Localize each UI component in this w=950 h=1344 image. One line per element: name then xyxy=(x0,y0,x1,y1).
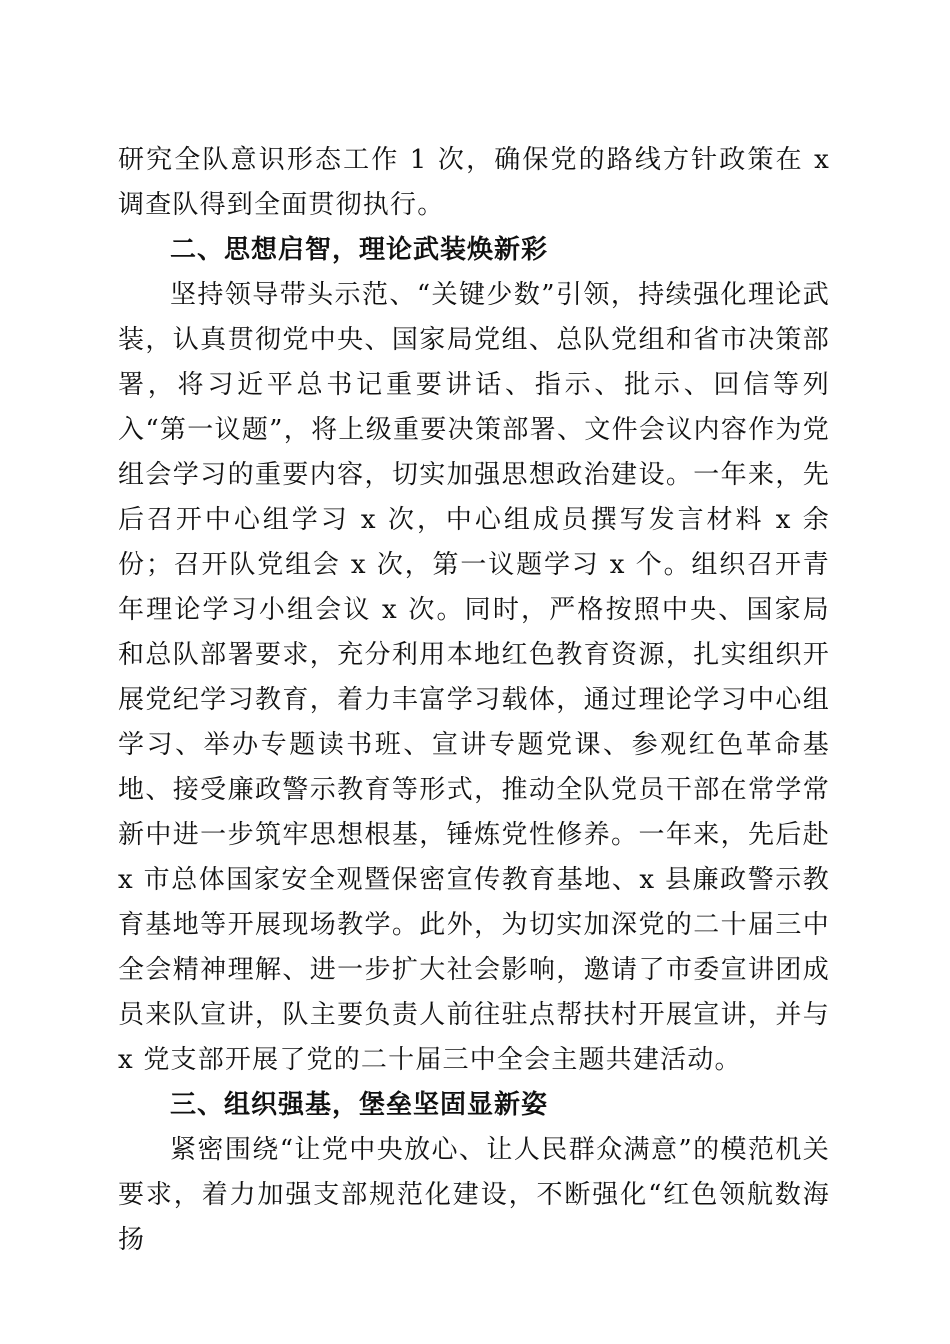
document-body xyxy=(118,138,830,1263)
section-heading-2: 二、思想启智，理论武装焕新彩 xyxy=(170,235,549,265)
paragraph-section-3: 紧密围绕“让党中央放心、让人民群众满意”的模范机关要求，着力加强支部规范化建设，不断强化“红色领航数海扬 xyxy=(118,1135,830,1255)
section-heading-3: 三、组织强基，堡垒坚固显新姿 xyxy=(170,1090,549,1120)
paragraph-continuation: 研究全队意识形态工作 1 次，确保党的路线方针政策在 x 调查队得到全面贯彻执行。 xyxy=(118,145,830,220)
paragraph-section-2: 坚持领导带头示范、“关键少数”引领，持续强化理论武装，认真贯彻党中央、国家局党组、总队党组和省市决策部署，将习近平总书记重要讲话、指示、批示、回信等列入“第一议题”，将上级重要决策部署、文件会议内容作为党组会学习的重要内容，切实加强思想政治建设。一年来，先后召开中心组学习 x 次，中心组成员撰写发言材料 x 余份；召开队党组会 x 次，第一议题学习 x 个。组织召开青年理论学习小组会议 x 次。同时，严格按照中央、国家局和总队部署要求，充分利用本地红色教育资源，扎实组织开展党纪学习教育，着力丰富学习载体，通过理论学习中心组学习、举办专题读书班、宣讲专题党课、参观红色革命基地、接受廉政警示教育等形式，推动全队党员干部在常学常新中进一步筑牢思想根基，锤炼党性修养。一年来，先后赴 x 市总体国家安全观暨保密宣传教育基地、x 县廉政警示教育基地等开展现场教学。此外，为切实加深党的二十届三中全会精神理解、进一步扩大社会影响，邀请了市委宣讲团成员来队宣讲，队主要负责人前往驻点帮扶村开展宣讲，并与 x 党支部开展了党的二十届三中全会主题共建活动。 xyxy=(118,280,830,1075)
